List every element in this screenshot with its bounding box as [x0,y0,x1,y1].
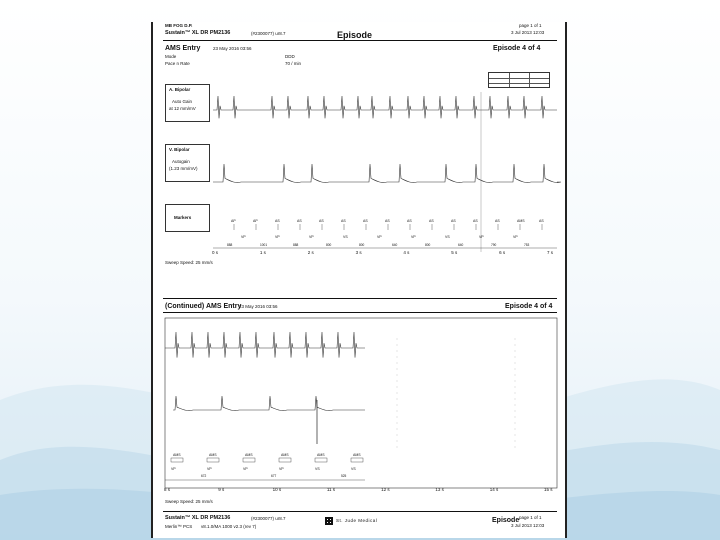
footer-page-number: page 1 of 1 [519,515,542,520]
ams-entry-date: 23 May 2016 03:56 [213,46,252,51]
atrial-marker-label: AP [253,219,258,223]
device-serial: (#2300077) ur8.7 [251,31,286,36]
atrial-marker-box [315,458,327,462]
ventricular-marker-label: VS [351,467,356,471]
footer-merlin-version: v8.1.0/MA 1000 v2.3 (rev 7) [201,524,257,529]
strip2-time-tick: 10 s [272,487,282,492]
rate-label: Pace n Rate [165,61,190,66]
strip2-time-tick: 12 s [381,487,390,492]
episode-count: Episode 4 of 4 [493,45,541,52]
atrial-egm-trace [213,96,557,118]
mode-value: DDD [285,54,295,59]
interval-value: 888 [227,243,233,247]
atrial-marker-label: AS [539,219,544,223]
section2-header-divider [163,312,557,313]
brand-name: St. Jude Medical [336,517,378,523]
strip2-time-tick: 14 s [489,487,499,492]
atrial-marker-label: AS [363,219,368,223]
atrial-marker-label: AS [429,219,434,223]
interval-value: 640 [458,243,464,247]
rate-value: 70 / min [285,61,302,66]
interval-value: 753 [524,243,530,247]
strip1-time-tick: 1 s [259,250,266,255]
ventricular-marker-label: VS [445,235,450,239]
print-date: 3 Jul 2013 12:03 [511,30,545,35]
ventricular-marker-label: VP [275,235,280,239]
ventricular-marker-label: VP [243,467,248,471]
ventricular-channel-label-box [165,144,210,182]
strip2-time-tick: 9 s [218,487,225,492]
strip2-frame [165,318,557,488]
episode-count-2: Episode 4 of 4 [505,303,553,310]
atrial-marker-box [171,458,183,462]
ventricular-marker-label: VP [309,235,314,239]
atrial-channel-name: A. Bipolar [169,87,191,92]
page-title: Episode [337,30,373,40]
brand-logo [325,517,377,525]
episode-report-page [151,22,567,538]
section2-divider [163,298,557,299]
ventricular-marker-label: VP [241,235,246,239]
strip1-time-tick: 2 s [307,250,314,255]
ventricular-marker-label: VS [315,467,320,471]
interval-value: 525 [341,474,347,478]
ventricular-marker-label: VP [171,467,176,471]
atrial-marker-label: AS [407,219,412,223]
ventricular-channel-scale: (1.23 mm/mV) [169,166,198,171]
ventricular-marker-label: VP [411,235,416,239]
atrial-marker-label: AS [451,219,456,223]
atrial-marker-box [351,458,363,462]
atrial-marker-label: AS [297,219,302,223]
atrial-marker-label: AS [495,219,500,223]
footer-title: Episode [492,517,520,524]
footer-device-name: Sustain™ XL DR PM2136 [165,515,231,521]
brand-logo-mark [325,517,333,525]
interval-value: 800 [359,243,365,247]
ventricular-marker-label: VP [279,467,284,471]
continued-entry-title: (Continued) AMS Entry [165,303,242,310]
atrial-marker-label: AMS [317,453,325,457]
atrial-marker-label: AS [275,219,280,223]
atrial-marker-box [279,458,291,462]
continued-entry-date: 23 May 2016 03:56 [239,304,278,309]
atrial-marker-label: AMS [245,453,253,457]
page-number: page 1 of 1 [519,23,542,28]
sweep-speed-2: Sweep Speed: 25 mm/s [165,499,213,504]
header-divider [163,40,557,41]
ams-entry-title: AMS Entry [165,45,201,52]
markers-label-box [165,204,210,232]
strip2-time-tick: 13 s [435,487,444,492]
atrial-channel-scale: at 12 mm/mV [169,106,196,111]
atrial-marker-box [243,458,255,462]
atrial-marker-label: AS [385,219,390,223]
footer-merlin: Merlin™ PCS [165,524,193,529]
atrial-marker-label: AMS [209,453,217,457]
device-name: Sustain™ XL DR PM2136 [165,30,231,36]
atrial-marker-label: AS [319,219,324,223]
ventricular-marker-label: VP [207,467,212,471]
ecg-strip-2 [165,318,557,488]
mode-label: Mode [165,54,177,59]
strip1-time-tick: 3 s [355,250,362,255]
ventricular-marker-label: VP [377,235,382,239]
atrial-marker-label: AS [341,219,346,223]
atrial-marker-label: AS [473,219,478,223]
atrial-marker-label: AMS [173,453,181,457]
footer-device-serial: (#2300077) ur8.7 [251,516,286,521]
atrial-marker-box [207,458,219,462]
strip2-time-tick: 15 s [544,487,553,492]
ventricular-marker-label: VP [513,235,518,239]
interval-value: 800 [326,243,332,247]
strip2-time-tick: 11 s [326,487,336,492]
strip1-time-tick: 7 s [547,250,554,255]
interval-value: 888 [293,243,299,247]
ventricular-egm-trace [213,164,561,183]
interval-value: 800 [425,243,431,247]
atrial-marker-label: AMS [353,453,361,457]
ventricular-egm-trace-continued [173,396,365,411]
interval-value: 640 [392,243,398,247]
interval-value: 790 [491,243,497,247]
markers-label: Markers [174,215,192,220]
interval-value: 1001 [260,243,268,247]
atrial-channel-gain: Auto Gain [172,99,193,104]
atrial-channel-label-box [165,84,210,122]
atrial-marker-label: AP [231,219,236,223]
atrial-marker-label: AMS [517,219,525,223]
strip2-time-tick: 8 s [164,487,171,492]
ventricular-marker-label: VS [343,235,348,239]
strip1-time-tick: 4 s [403,250,410,255]
strip1-time-tick: 6 s [499,250,506,255]
footer-print-date: 3 Jul 2013 12:03 [511,523,545,528]
footer-divider [163,511,557,512]
atrial-marker-label: AMS [281,453,289,457]
hospital-name: MB FOG D.P. [165,23,193,28]
sweep-speed-1: Sweep Speed: 25 mm/s [165,260,213,265]
interval-value: 677 [271,474,277,478]
ecg-strip-1 [213,70,557,252]
interval-value: 672 [201,474,207,478]
atrial-egm-trace-continued [165,332,365,358]
ventricular-channel-gain: Autogain [172,159,190,164]
ventricular-marker-label: VP [479,235,484,239]
ventricular-channel-name: V. Bipolar [169,147,190,152]
strip1-time-tick: 0 s [212,250,219,255]
strip1-time-tick: 5 s [451,250,458,255]
